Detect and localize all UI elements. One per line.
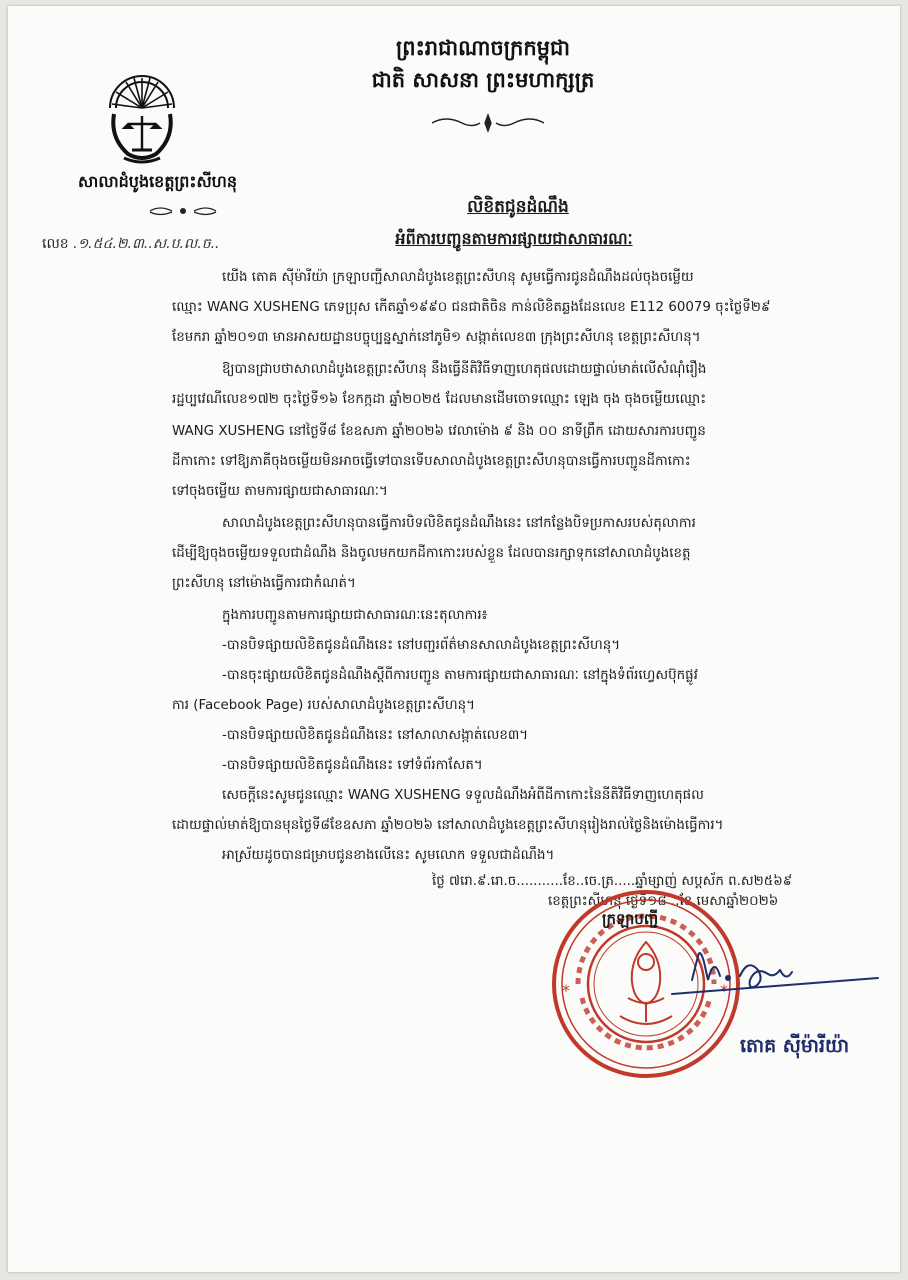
letter-number-label: លេខ [42,236,69,252]
court-name: សាលាដំបូងខេត្តព្រះសីហនុ [78,172,238,191]
signer-title: ក្រឡាបញ្ជី [602,910,659,928]
kingdom-title: ព្រះរាជាណាចក្រកម្ពុជា [395,35,570,60]
letter-title: លិខិតជូនដំណឹង [467,197,569,217]
letter-number [42,234,220,255]
body-line: សេចក្តីនេះសូមជូនឈ្មោះ WANG XUSHENG ទទួលដំណឹងអំពីដីកាកោះនៃនីតិវិធីទាញហេតុផល [222,788,704,803]
lunar-date: ថ្ងៃ ៧រោ.៩.រោ.ច...........ខែ..ចេ.ត្រ.....ឆ្នាំម្សាញ់ សប្តស័ក ព.ស២៥៦៩ [432,874,793,889]
document-page [8,6,900,1272]
kingdom-heading [368,32,598,96]
body-line: -បានបិទផ្សាយលិខិតជូនដំណឹងនេះ ទៅទំព័រកាសែត។ [222,758,483,773]
court-emblem-icon [102,68,182,168]
body-line: ឈ្មោះ WANG XUSHENG ភេទប្រុស កើតឆ្នាំ១៩៩០ ជនជាតិចិន កាន់លិខិតឆ្លងដែនលេខ E112 60079 ចុះថ្ងៃទី២៩ [172,300,771,315]
body-line: រដ្ឋប្បវេណីលេខ១៧២ ចុះថ្ងៃទី១៦ ខែកក្កដា ឆ្នាំ២០២៥ ដែលមានដើមចោទឈ្មោះ ឡេង ចុង ចុងចម្លើយឈ្មោះ [172,392,707,407]
svg-text:*: * [562,981,570,1000]
letter-number-value: .១.៥៤.២.៣..ស.ប.ល.ច.. [73,236,220,252]
body-line: ឱ្យបានជ្រាបថាសាលាដំបូងខេត្តព្រះសីហនុ នឹងធ្វើនីតិវិធីទាញហេតុផលដោយផ្ទាល់មាត់លើសំណុំរឿង [222,362,707,377]
heading-ornament-icon [428,112,548,134]
solar-date: ខេត្តព្រះសីហនុ ថ្ងៃទី១៨ ..ខែ.មេសាឆ្នាំ២០២៦ [548,894,779,909]
body-line: ក្នុងការបញ្ជូនតាមការផ្សាយជាសាធារណៈនេះតុលាការ៖ [222,608,488,623]
body-line: -បានចុះផ្សាយលិខិតជូនដំណឹងស្តីពីការបញ្ជូន តាមការផ្សាយជាសាធារណៈ នៅក្នុងទំព័រហ្វេសប៊ុកផ្លូវ [222,668,698,683]
body-line: ទៅចុងចម្លើយ តាមការផ្សាយជាសាធារណៈ។ [172,484,388,499]
body-line: អាស្រ័យដូចបានជម្រាបជូនខាងលើនេះ សូមលោក ទទួលជាដំណឹង។ [222,848,555,863]
body-line: ដីកាកោះ ទៅឱ្យភាគីចុងចម្លើយមិនអាចធ្វើទៅបានទើបសាលាដំបូងខេត្តព្រះសីហនុបានធ្វើការបញ្ជូនដីកាកោះ [172,454,691,469]
body-line: ដើម្បីឱ្យចុងចម្លើយទទួលជាដំណឹង និងចូលមកយកដីកាកោះរបស់ខ្លួន ដែលបានរក្សាទុកនៅសាលាដំបូងខេត្ត [172,546,691,561]
body-line: សាលាដំបូងខេត្តព្រះសីហនុបានធ្វើការបិទលិខិតជូនដំណឹងនេះ នៅកន្លែងបិទប្រកាសរបស់តុលាការ [222,516,696,531]
body-line: ខែមករា ឆ្នាំ២០១៣ មានអាសយដ្ឋានបច្ចុប្បន្នស្នាក់នៅភូមិ១ សង្កាត់លេខ៣ ក្រុងព្រះសីហនុ ខេត្តព្រះសីហនុ។ [172,330,701,345]
signer-name: តោគ ស៊ីម៉ារីយ៉ា [740,1035,850,1057]
body-line: ការ (Facebook Page) របស់សាលាដំបូងខេត្តព្រះសីហនុ។ [172,698,476,713]
body-line: ព្រះសីហនុ នៅម៉ោងធ្វើការជាកំណត់។ [172,576,356,591]
body-line: ដោយផ្ទាល់មាត់ឱ្យបានមុនថ្ងៃទី៨ខែឧសភា ឆ្នាំ២០២៦ នៅសាលាដំបូងខេត្តព្រះសីហនុរៀងរាល់ថ្ងៃនិងម៉ោងធ្វើការ។ [172,818,724,833]
body-line: យើង តោគ ស៊ីម៉ារីយ៉ា ក្រឡាបញ្ជីសាលាដំបូងខេត្តព្រះសីហនុ សូមធ្វើការជូនដំណឹងដល់ចុងចម្លើយ [222,270,694,285]
signature-icon [668,936,898,1006]
body-line: WANG XUSHENG នៅថ្ងៃទី៨ ខែឧសភា ឆ្នាំ២០២៦ វេលាម៉ោង ៩ និង ០០ នាទីព្រឹក ដោយសារការបញ្ជូន [172,424,706,439]
letter-subtitle: អំពីការបញ្ជូនតាមការផ្សាយជាសាធារណៈ [395,229,633,248]
body-line: -បានបិទផ្សាយលិខិតជូនដំណឹងនេះ នៅសាលាសង្កាត់លេខ៣។ [222,728,529,743]
ornament-icon [148,204,218,218]
svg-text:*: * [720,981,728,1000]
kingdom-motto: ជាតិ សាសនា ព្រះមហាក្សត្រ [371,67,595,92]
body-line: -បានបិទផ្សាយលិខិតជូនដំណឹងនេះ នៅបញ្ជរព័ត៌មានសាលាដំបូងខេត្តព្រះសីហនុ។ [222,638,621,653]
